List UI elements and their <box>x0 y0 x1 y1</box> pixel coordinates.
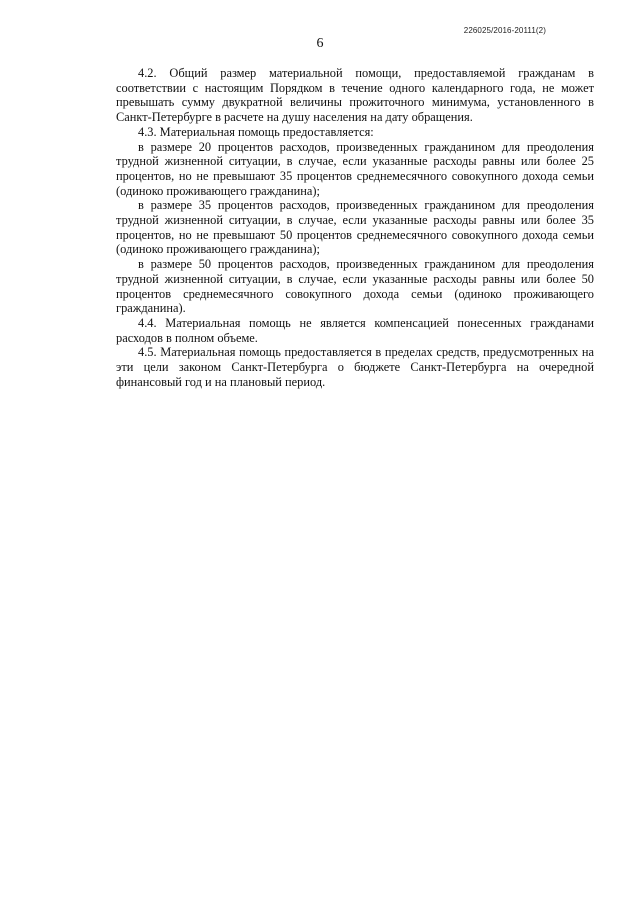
paragraph-4-2: 4.2. Общий размер материальной помощи, предоставляемой гражданам в соответствии с настоящим Порядком в течение одного календарного года, не может превышать сумму двукратной величины прожиточного минимума, установленного в Санкт-Петербурге в расчете на душу населения на дату обращения. <box>116 66 594 125</box>
list-item-50-percent: в размере 50 процентов расходов, произведенных гражданином для преодоления трудной жизненной ситуации, в случае, если указанные расходы равны или более 50 процентов среднемесячного совокупного дохода семьи (одиноко проживающего гражданина). <box>116 257 594 316</box>
list-item-20-percent: в размере 20 процентов расходов, произведенных гражданином для преодоления трудной жизненной ситуации, в случае, если указанные расходы равны или более 25 процентов, но не превышают 35 процентов среднемесячного совокупного дохода семьи (одиноко проживающего гражданина); <box>116 139 594 198</box>
document-registration-number: 226025/2016-20111(2) <box>463 26 546 35</box>
paragraph-4-5: 4.5. Материальная помощь предоставляется в пределах средств, предусмотренных на эти цели законом Санкт-Петербурга о бюджете Санкт-Петербурга на очередной финансовый год и на плановый период. <box>116 345 594 389</box>
list-item-35-percent: в размере 35 процентов расходов, произведенных гражданином для преодоления трудной жизненной ситуации, в случае, если указанные расходы равны или более 35 процентов, но не превышают 50 процентов среднемесячного совокупного дохода семьи (одиноко проживающего гражданина); <box>116 198 594 257</box>
page-number: 6 <box>316 36 324 51</box>
paragraph-4-4: 4.4. Материальная помощь не является компенсацией понесенных гражданами расходов в полном объеме. <box>116 315 594 345</box>
document-body <box>116 66 594 389</box>
paragraph-4-3: 4.3. Материальная помощь предоставляется: <box>138 124 374 139</box>
